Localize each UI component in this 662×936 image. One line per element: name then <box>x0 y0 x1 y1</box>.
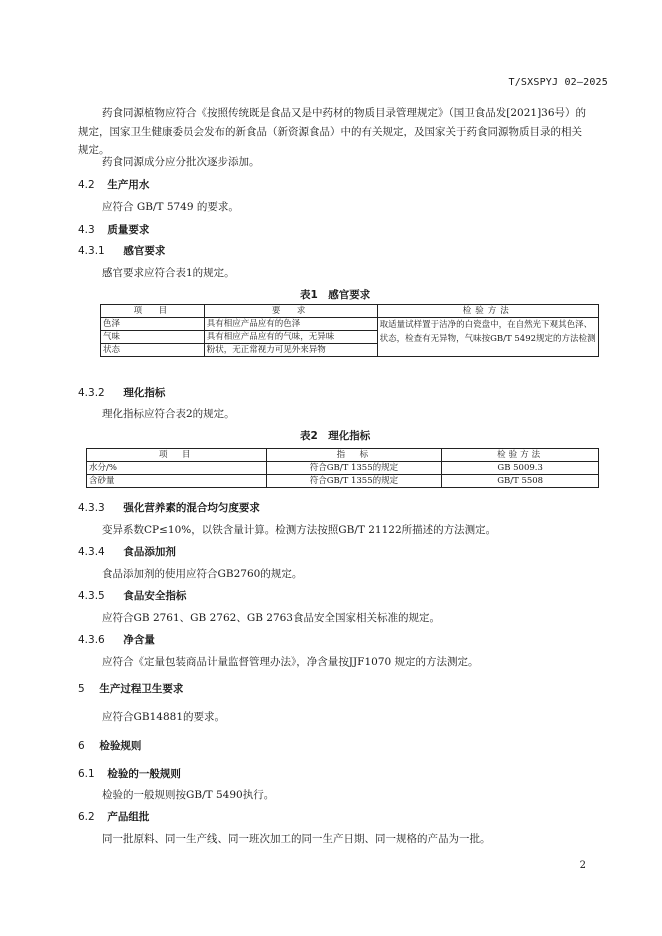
table-cell: 状态 <box>101 344 205 357</box>
section-number: 4.3.5 <box>78 590 105 602</box>
table-cell: 具有相应产品应有的气味，无异味 <box>204 331 377 344</box>
section-title: 强化营养素的混合均匀度要求 <box>123 502 260 514</box>
section-title: 理化指标 <box>123 387 166 399</box>
section-number: 4.3.3 <box>78 502 105 514</box>
section-title: 生产过程卫生要求 <box>99 683 184 695</box>
table-row <box>87 462 599 475</box>
table-1-caption: 表1 感官要求 <box>300 289 371 301</box>
section-number: 4.3 <box>78 224 95 236</box>
table-header-row <box>87 449 599 462</box>
section-number: 6.2 <box>78 811 95 823</box>
table-cell: 气味 <box>101 331 205 344</box>
section-4-3-1-heading <box>78 243 165 258</box>
table-header-row <box>101 305 599 318</box>
table-cell: 粉状，无正常视力可见外来异物 <box>204 344 377 357</box>
section-4-3-4-text: 食品添加剂的使用应符合GB2760的规定。 <box>102 568 303 580</box>
section-5-text: 应符合GB14881的要求。 <box>102 711 226 723</box>
table-cell-method: 取适量试样置于洁净的白瓷盘中，在自然光下观其色泽、状态，检查有无异物，气味按GB/T 5492规定的方法检测 <box>377 318 598 357</box>
table-header-cell: 要 求 <box>204 305 377 318</box>
section-4-3-2-heading <box>78 385 165 400</box>
table-header-cell: 指 标 <box>266 449 442 462</box>
section-4-3-2-text: 理化指标应符合表2的规定。 <box>102 408 235 420</box>
table-2-physicochemical <box>86 448 599 488</box>
section-4-3-heading <box>78 222 149 237</box>
section-4-3-1-text: 感官要求应符合表1的规定。 <box>102 267 235 279</box>
section-4-3-3-text: 变异系数CP≤10%，以铁含量计算。检测方法按照GB/T 21122所描述的方法测定。 <box>102 524 497 536</box>
section-number: 4.2 <box>78 179 95 191</box>
table-header-cell: 项 目 <box>101 305 205 318</box>
section-number: 4.3.1 <box>78 245 105 257</box>
section-title: 净含量 <box>123 634 155 646</box>
section-4-3-6-heading <box>78 632 155 647</box>
section-title: 食品安全指标 <box>123 590 187 602</box>
section-number: 4.3.6 <box>78 634 105 646</box>
section-title: 食品添加剂 <box>123 546 176 558</box>
table-row <box>87 475 599 488</box>
section-title: 质量要求 <box>107 224 150 236</box>
section-4-3-6-text: 应符合《定量包装商品计量监督管理办法》，净含量按JJF1070 规定的方法测定。 <box>102 656 479 668</box>
table-cell: GB 5009.3 <box>442 462 599 475</box>
intro-paragraph-1: 药食同源植物应符合《按照传统既是食品又是中药材的物质目录管理规定》（国卫食品发[2021]36号）的规定，国家卫生健康委员会发布的新食品（新资源食品）中的有关规定，及国家关于药食同源物质目录的相关规定。 <box>78 107 587 156</box>
table-cell: 色泽 <box>101 318 205 331</box>
section-6-1-heading <box>78 766 181 781</box>
table-cell: 水分/% <box>87 462 267 475</box>
section-title: 产品组批 <box>107 811 150 823</box>
table-cell: 符合GB/T 1355的规定 <box>266 462 442 475</box>
table-cell: 符合GB/T 1355的规定 <box>266 475 442 488</box>
section-title: 检验的一般规则 <box>107 768 181 780</box>
section-4-3-5-heading <box>78 588 186 603</box>
table-1-sensory <box>100 304 599 357</box>
section-4-2-heading <box>78 177 149 192</box>
table-cell: GB/T 5508 <box>442 475 599 488</box>
table-cell: 含砂量 <box>87 475 267 488</box>
section-6-heading <box>78 738 141 753</box>
table-row <box>101 318 599 331</box>
section-number: 6 <box>78 740 85 752</box>
section-title: 感官要求 <box>123 245 166 257</box>
section-4-3-5-text: 应符合GB 2761、GB 2762、GB 2763食品安全国家相关标准的规定。 <box>102 612 440 624</box>
table-cell: 具有相应产品应有的色泽 <box>204 318 377 331</box>
section-4-3-3-heading <box>78 500 260 515</box>
section-6-1-text: 检验的一般规则按GB/T 5490执行。 <box>102 789 275 801</box>
section-title: 生产用水 <box>107 179 150 191</box>
section-4-2-text: 应符合 GB/T 5749 的要求。 <box>102 201 239 213</box>
section-4-3-4-heading <box>78 544 176 559</box>
intro-paragraph-2: 药食同源成分应分批次逐步添加。 <box>102 156 260 168</box>
table-2-caption: 表2 理化指标 <box>300 430 371 442</box>
section-number: 5 <box>78 683 85 695</box>
section-5-heading <box>78 681 183 696</box>
section-number: 4.3.4 <box>78 546 105 558</box>
page-number: 2 <box>579 860 586 871</box>
table-header-cell: 检验方法 <box>442 449 599 462</box>
section-number: 4.3.2 <box>78 387 105 399</box>
document-code: T/SXSPYJ 02—2025 <box>508 77 608 88</box>
section-title: 检验规则 <box>99 740 142 752</box>
section-number: 6.1 <box>78 768 95 780</box>
section-6-2-heading <box>78 809 149 824</box>
section-6-2-text: 同一批原料、同一生产线、同一班次加工的同一生产日期、同一规格的产品为一批。 <box>102 833 491 845</box>
table-header-cell: 项 目 <box>87 449 267 462</box>
table-header-cell: 检验方法 <box>377 305 598 318</box>
